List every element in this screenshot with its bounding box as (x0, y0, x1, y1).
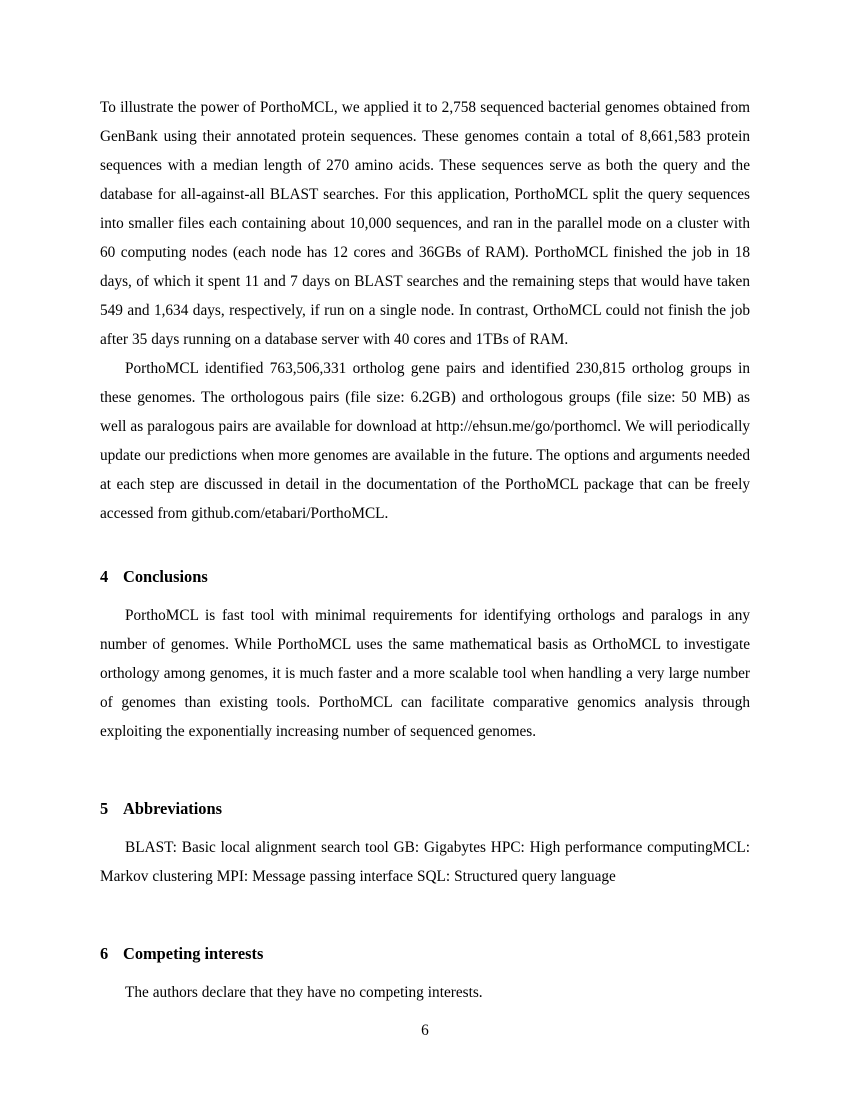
page-number: 6 (421, 1022, 429, 1039)
section-number-competing-interests: 6 (100, 944, 109, 963)
section-title-competing-interests: Competing interests (123, 944, 264, 963)
spacer-before-abbreviations (100, 746, 750, 794)
section-title-conclusions: Conclusions (123, 567, 208, 586)
section-heading-abbreviations (100, 794, 750, 823)
section-title-abbreviations: Abbreviations (123, 799, 222, 818)
section-number-conclusions: 4 (100, 567, 109, 586)
paragraph-identified-orthologs: PorthoMCL identified 763,506,331 ortholog gene pairs and identified 230,815 ortholog groups in these genomes. The orthologous pairs (file size: 6.2GB) and orthologous groups (file size: 50 MB) as well as paralogous pairs are available for download at http://ehsun.me/go/porthomcl. We will periodically update our predictions when more genomes are available in the future. The options and arguments needed at each step are discussed in detail in the documentation of the PorthoMCL package that can be freely accessed from github.com/etabari/PorthoMCL. (100, 360, 750, 522)
spacer-before-competing-interests (100, 891, 750, 939)
page-content (100, 93, 750, 1007)
paragraph-abbreviations-body: BLAST: Basic local alignment search tool GB: Gigabytes HPC: High performance computingMCL: Markov clustering MPI: Message passing interface SQL: Structured query language (100, 839, 750, 885)
spacer-after-abbreviations-heading (100, 823, 750, 833)
section-number-abbreviations: 5 (100, 799, 109, 818)
spacer-after-competing-interests-heading (100, 968, 750, 978)
paragraph-competing-interests-body: The authors declare that they have no competing interests. (125, 984, 483, 1001)
section-heading-conclusions (100, 562, 750, 591)
spacer-before-conclusions (100, 528, 750, 562)
section-heading-competing-interests (100, 939, 750, 968)
paragraph-conclusions-body: PorthoMCL is fast tool with minimal requirements for identifying orthologs and paralogs in any number of genomes. While PorthoMCL uses the same mathematical basis as OrthoMCL to investigate orthology among genomes, it is much faster and a more scalable tool when handling a very large number of genomes than existing tools. PorthoMCL can facilitate comparative genomics analysis through exploiting the exponentially increasing number of sequenced genomes. (100, 607, 750, 740)
spacer-after-conclusions-heading (100, 591, 750, 601)
paragraph-illustrate-power: To illustrate the power of PorthoMCL, we applied it to 2,758 sequenced bacterial genomes obtained from GenBank using their annotated protein sequences. These genomes contain a total of 8,661,583 protein sequences with a median length of 270 amino acids. These sequences serve as both the query and the database for all-against-all BLAST searches. For this application, PorthoMCL split the query sequences into smaller files each containing about 10,000 sequences, and ran in the parallel mode on a cluster with 60 computing nodes (each node has 12 cores and 36GBs of RAM). PorthoMCL finished the job in 18 days, of which it spent 11 and 7 days on BLAST searches and the remaining steps that would have taken 549 and 1,634 days, respectively, if run on a single node. In contrast, OrthoMCL could not finish the job after 35 days running on a database server with 40 cores and 1TBs of RAM. (100, 99, 750, 348)
